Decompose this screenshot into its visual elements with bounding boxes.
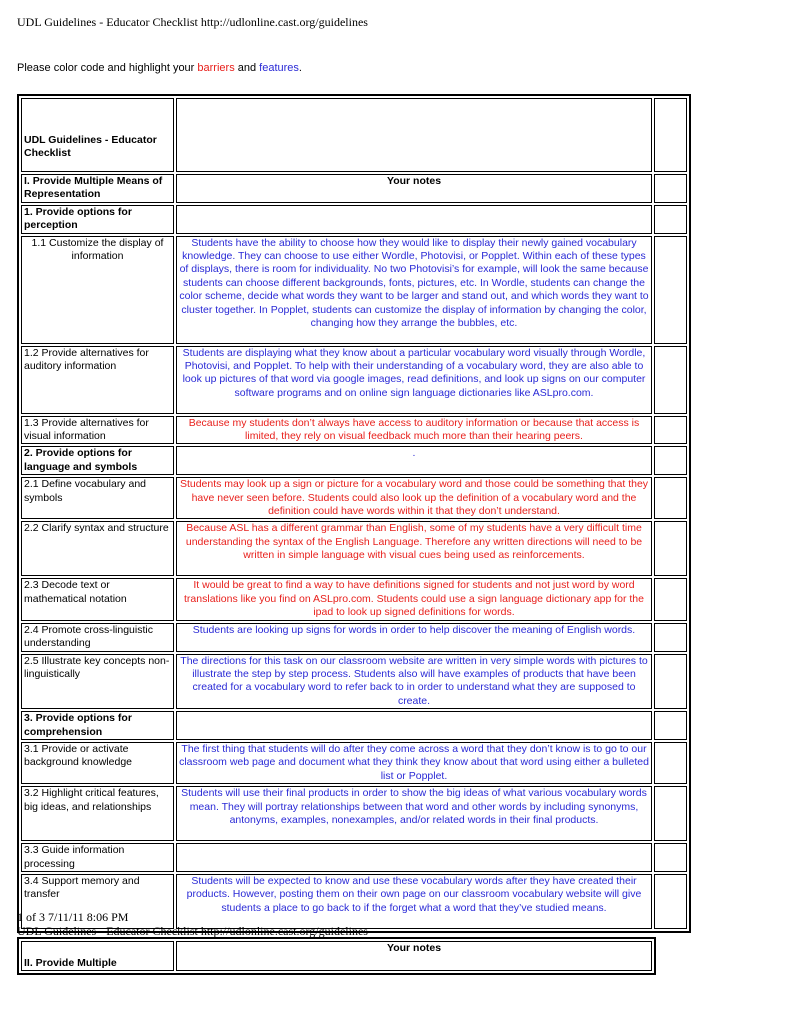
checklist-row-2-1 bbox=[21, 477, 687, 519]
checklist-row-1-1 bbox=[21, 236, 687, 344]
table2-header-row bbox=[21, 941, 652, 971]
guideline-label: 1. Provide options for perception bbox=[21, 205, 174, 234]
intro-instruction bbox=[17, 62, 302, 75]
checklist-row-2-2 bbox=[21, 521, 687, 576]
checklist-row-3 bbox=[21, 711, 687, 740]
barriers-label: barriers bbox=[197, 62, 235, 74]
section2-title: II. Provide Multiple bbox=[21, 941, 174, 971]
guideline-label: 2.4 Promote cross-linguistic understanding bbox=[21, 623, 174, 652]
barrier-note: It would be great to find a way to have definitions signed for students and not just word by word translations like you find on ASLpro.com. Students could use a sign language dictionary app for the ipad to look up signed definitions for words. bbox=[176, 578, 652, 620]
extra-cell bbox=[654, 623, 687, 652]
section-extra-cell bbox=[654, 174, 687, 203]
table-title: UDL Guidelines - Educator Checklist bbox=[21, 98, 174, 172]
notes-header-2: Your notes bbox=[176, 941, 652, 971]
guideline-label: 3.2 Highlight critical features, big ideas, and relationships bbox=[21, 786, 174, 841]
guideline-label: 1.2 Provide alternatives for auditory information bbox=[21, 346, 174, 414]
guideline-label: 2.3 Decode text or mathematical notation bbox=[21, 578, 174, 620]
checklist-row-1-3 bbox=[21, 416, 687, 445]
checklist-row-3-3 bbox=[21, 843, 687, 872]
feature-note: . bbox=[176, 446, 652, 475]
extra-cell bbox=[654, 346, 687, 414]
guideline-label: 3.1 Provide or activate background knowledge bbox=[21, 742, 174, 784]
section1-title: I. Provide Multiple Means of Representation bbox=[21, 174, 174, 203]
extra-cell bbox=[654, 786, 687, 841]
extra-cell bbox=[654, 521, 687, 576]
extra-cell bbox=[654, 205, 687, 234]
extra-cell bbox=[654, 236, 687, 344]
checklist-row-1-2 bbox=[21, 346, 687, 414]
feature-note: Students are displaying what they know about a particular vocabulary word visually through Wordle, Photovisi, and Popplet. To help with their understanding of a vocabulary word, they are also able to look up pictures of that word via google images, read definitions, and look up signs on our computer software programs and on online sign language dictionaries like ASLpro.com. bbox=[176, 346, 652, 414]
extra-cell bbox=[654, 416, 687, 445]
checklist-row-2 bbox=[21, 446, 687, 475]
feature-note: The first thing that students will do after they come across a word that they don’t know is to go to our classroom web page and document what they think they know about that word using either a bulleted list or Popplet. bbox=[176, 742, 652, 784]
features-label: features bbox=[259, 62, 299, 74]
guideline-label: 2.1 Define vocabulary and symbols bbox=[21, 477, 174, 519]
feature-note: Students will be expected to know and use these vocabulary words after they have created their products. However, posting them on their own page on our classroom vocabulary website will give students a place to go back to if the forget what a word that they’ve studied means. bbox=[176, 874, 652, 929]
page-header: UDL Guidelines - Educator Checklist http://udlonline.cast.org/guidelines bbox=[17, 15, 368, 29]
table-title-row bbox=[21, 98, 687, 172]
empty-note bbox=[176, 843, 652, 872]
intro-prefix: Please color code and highlight your bbox=[17, 62, 198, 74]
guideline-label: 2. Provide options for language and symbols bbox=[21, 446, 174, 475]
barrier-note: Because my students don’t always have access to auditory information or because that access is limited, they rely on visual feedback much more than their hearing peers. bbox=[176, 416, 652, 445]
feature-note: Students are looking up signs for words in order to help discover the meaning of English words. bbox=[176, 623, 652, 652]
checklist-row-3-1 bbox=[21, 742, 687, 784]
empty-note bbox=[176, 711, 652, 740]
page-footer: 1 of 3 7/11/11 8:06 PM bbox=[17, 910, 129, 924]
page-header-2: UDL Guidelines - Educator Checklist http://udlonline.cast.org/guidelines bbox=[17, 924, 368, 938]
title-extra-cell bbox=[654, 98, 687, 172]
extra-cell bbox=[654, 874, 687, 929]
intro-and: and bbox=[234, 62, 260, 74]
barrier-note: Because ASL has a different grammar than English, some of my students have a very difficult time understanding the syntax of the English Language. Therefore any written directions will need to be written in simple language with visual cues being used as reinforcements. bbox=[176, 521, 652, 576]
checklist-row-2-4 bbox=[21, 623, 687, 652]
extra-cell bbox=[654, 578, 687, 620]
extra-cell bbox=[654, 477, 687, 519]
extra-cell bbox=[654, 742, 687, 784]
title-notes-cell bbox=[176, 98, 652, 172]
extra-cell bbox=[654, 843, 687, 872]
extra-cell bbox=[654, 446, 687, 475]
checklist-row-2-3 bbox=[21, 578, 687, 620]
section-header-row bbox=[21, 174, 687, 203]
barrier-note: Students may look up a sign or picture for a vocabulary word and those could be something that they have never seen before. Students could also look up the definition of a vocabulary word and the definition could have words within it that they don’t understand. bbox=[176, 477, 652, 519]
guideline-label: 3.3 Guide information processing bbox=[21, 843, 174, 872]
intro-suffix: . bbox=[298, 62, 302, 74]
extra-cell bbox=[654, 711, 687, 740]
checklist-row-2-5 bbox=[21, 654, 687, 710]
guideline-label: 3. Provide options for comprehension bbox=[21, 711, 174, 740]
guideline-label: 3.4 Support memory and transfer bbox=[21, 874, 174, 929]
extra-cell bbox=[654, 654, 687, 710]
guideline-label: 1.3 Provide alternatives for visual information bbox=[21, 416, 174, 445]
checklist-table bbox=[17, 94, 691, 933]
guideline-label: 2.2 Clarify syntax and structure bbox=[21, 521, 174, 576]
guideline-label: 2.5 Illustrate key concepts non-linguistically bbox=[21, 654, 174, 710]
guideline-label: 1.1 Customize the display of information bbox=[21, 236, 174, 344]
checklist-row-3-2 bbox=[21, 786, 687, 841]
checklist-row-1 bbox=[21, 205, 687, 234]
notes-header: Your notes bbox=[176, 174, 652, 203]
feature-note: Students will use their final products in order to show the big ideas of what various vocabulary words mean. They will portray relationships between that word and other words by including synonyms, antonyms, examples, nonexamples, and/or related words in their final products. bbox=[176, 786, 652, 841]
feature-note: Students have the ability to choose how they would like to display their newly gained vocabulary knowledge. They can choose to use either Wordle, Photovisi, or Popplet. Within each of these types of displays, there is room for individuality. No two Photovisi’s for example, will look the same because students can choose different backgrounds, fonts, pictures, etc. In Wordle, students can change the color scheme, decide what words they want to be larger and stand out, and which words they want to cluster together. In Popplet, students can customize the display of information by changing the color, changing how they arrange the bubbles, etc. bbox=[176, 236, 652, 344]
empty-note bbox=[176, 205, 652, 234]
checklist-table-2 bbox=[17, 937, 656, 975]
feature-note: The directions for this task on our classroom website are written in very simple words with pictures to illustrate the step by step process. Students also will have examples of products that have been created for a vocabulary word to refer back to in order to understand what they are supposed to create. bbox=[176, 654, 652, 710]
